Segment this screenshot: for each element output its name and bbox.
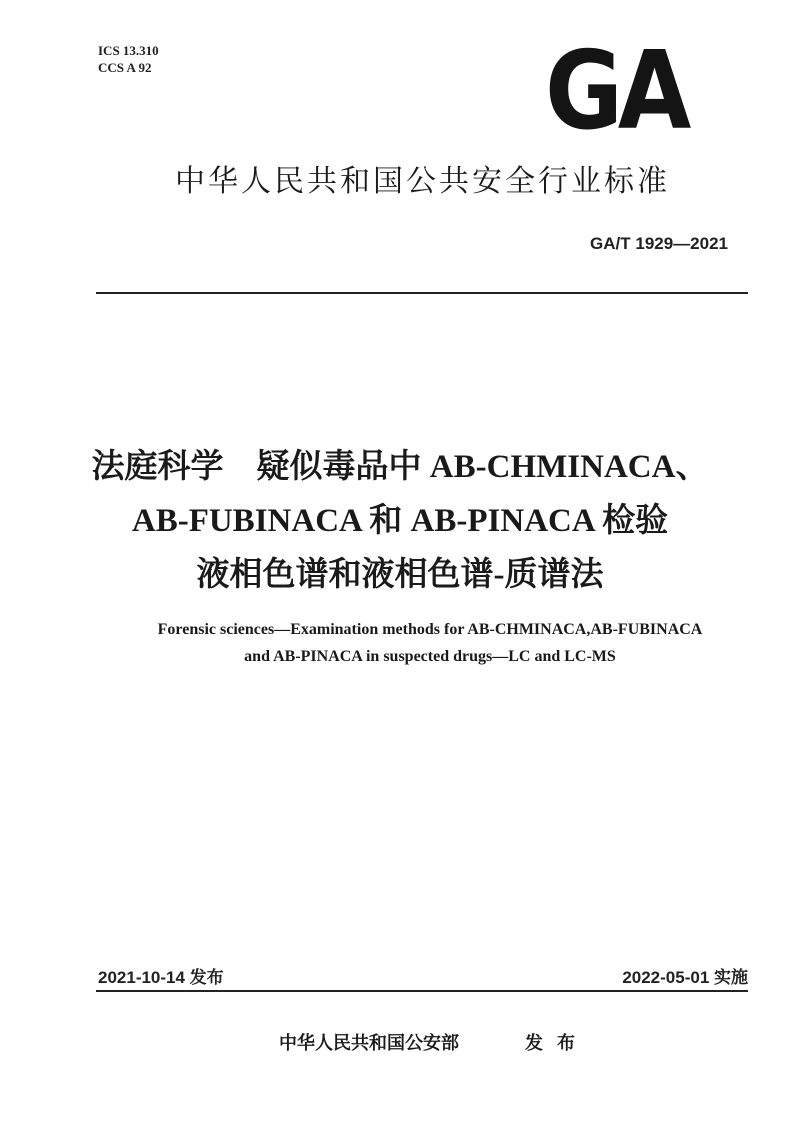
ics-code: ICS 13.310 (98, 43, 159, 58)
chinese-title (60, 440, 740, 602)
issue-date: 2021-10-14 发布 (98, 968, 224, 987)
standard-class-title: 中华人民共和国公共安全行业标准 (175, 164, 670, 199)
chinese-title-line-3: 液相色谱和液相色谱-质谱法 (196, 557, 604, 593)
english-title-line-1: Forensic sciences—Examination methods for AB-CHMINACA,AB-FUBINACA (157, 621, 703, 638)
implementation-date: 2022-05-01 实施 (622, 968, 748, 987)
classification-codes (98, 42, 159, 76)
ga-logo: GA (545, 29, 687, 154)
top-divider (96, 292, 748, 294)
english-title (60, 616, 800, 670)
publish-label: 发布 (525, 1033, 589, 1054)
standard-number: GA/T 1929—2021 (590, 234, 728, 253)
bottom-divider (96, 990, 748, 992)
ccs-code: CCS A 92 (98, 60, 152, 75)
publisher: 中华人民共和国公安部 (279, 1033, 459, 1054)
chinese-title-line-1: 法庭科学 疑似毒品中 AB-CHMINACA、 (91, 449, 709, 485)
chinese-title-line-2: AB-FUBINACA 和 AB-PINACA 检验 (131, 503, 669, 539)
english-title-line-2: and AB-PINACA in suspected drugs—LC and LC-MS (244, 648, 616, 665)
